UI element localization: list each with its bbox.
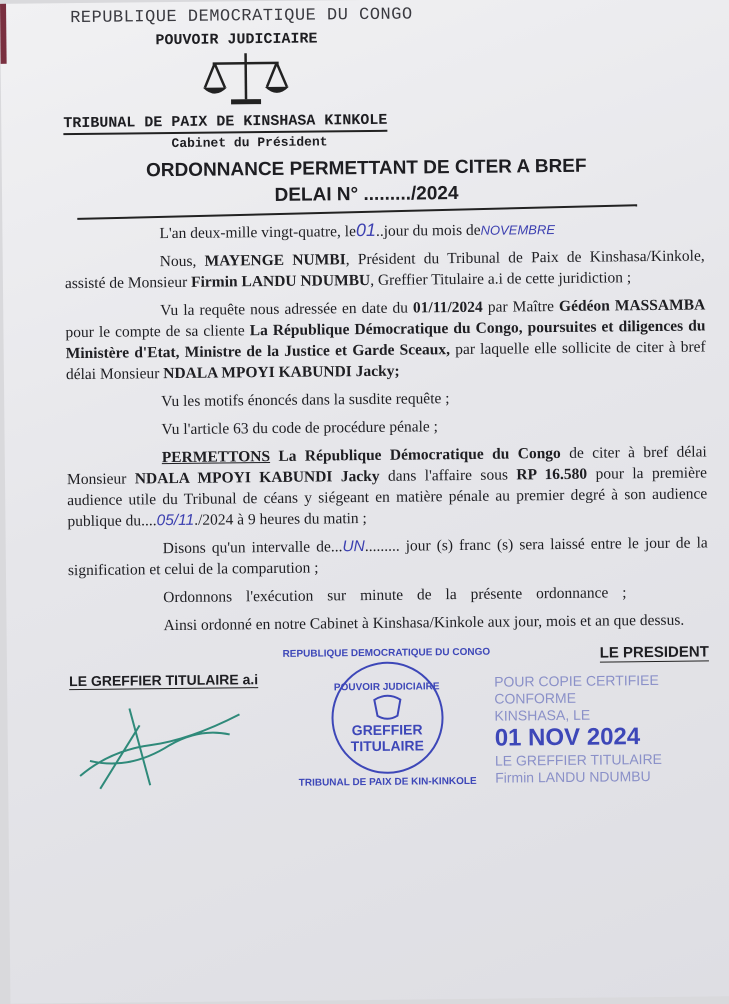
court-seal [286,646,487,790]
handwritten-interval: UN [342,538,365,555]
copy-stamp-line-4: Firmin LANDU NDUMBU [495,768,651,787]
copy-stamp-date: 01 NOV 2024 [495,723,641,753]
power-header: POUVOIR JUDICIAIRE [155,30,317,49]
seal-emblem-icon [370,694,404,722]
motives-paragraph: Vu les motifs énoncés dans la susdite requête ; [66,385,706,413]
tribunal-name: TRIBUNAL DE PAIX DE KINSHASA KINKOLE [63,112,387,135]
title-line-1: ORDONNANCE PERMETTANT DE CITER A BREF [2,152,729,186]
seal-ring-bottom: TRIBUNAL DE PAIX DE KIN-KINKOLE [299,775,477,790]
execution-paragraph: Ordonnons l'exécution sur minute de la présente ordonnance ; [68,581,708,609]
seal-center-2: TITULAIRE [351,737,424,754]
document-body [64,216,712,1003]
interval-paragraph: Disons qu'un intervalle de...UN......... jour (s) franc (s) sera laissé entre le jour de la signification et celui de la comparution ; [68,532,708,581]
handwritten-signature [69,699,250,791]
copy-stamp-line-1: POUR COPIE CERTIFIEE CONFORME [494,671,709,707]
cabinet-label: Cabinet du Président [171,134,327,151]
seal-inner-top: POUVOIR JUDICIAIRE [334,681,440,694]
seal-ring-top: REPUBLIQUE DEMOCRATIQUE DU CONGO [282,646,490,661]
handwritten-hearing-date: 05/11 [156,512,194,529]
document-title [2,152,729,212]
country-header: REPUBLIQUE DEMOCRATIQUE DU CONGO [70,5,413,28]
page-edge [0,4,7,64]
handwritten-month: NOVEMBRE [480,222,555,238]
article-paragraph: Vu l'article 63 du code de procédure pénale ; [66,413,706,441]
handwritten-day: 01 [356,220,376,240]
clerk-signature-label: LE GREFFIER TITULAIRE a.i [69,671,258,690]
scales-of-justice-icon [201,49,292,108]
president-paragraph: Nous, MAYENGE NUMBI, Président du Tribunal de Paix de Kinshasa/Kinkole, assisté de Monsieur Firmin LANDU NDUMBU, Greffier Titulaire a.i de cette juridiction ; [65,245,705,294]
president-column [494,643,710,786]
president-signature-label: LE PRESIDENT [600,643,709,662]
seal-center-1: GREFFIER [352,721,423,738]
request-paragraph: Vu la requête nous adressée en date du 01/11/2024 par Maître Gédéon MASSAMBA pour le compte de sa cliente La République Démocratique du Congo, poursuites et diligences du Ministère d'Etat, Ministre de la Justice et Garde Sceaux, par laquelle elle sollicite de citer à bref délai Monsieur NDALA MPOYI KABUNDI Jacky; [65,294,706,385]
copy-stamp-line-2: KINSHASA, LE 01 NOV 2024 [494,705,709,752]
signature-area [69,643,710,792]
date-paragraph: L'an deux-mille vingt-quatre, le01..jour du mois deNOVEMBRE [64,216,704,245]
closing-paragraph: Ainsi ordonné en notre Cabinet à Kinshasa/Kinkole aux jour, mois et an que dessus. [68,609,708,637]
clerk-column [69,648,280,791]
permit-paragraph: PERMETTONS La République Démocratique du Congo de citer à bref délai Monsieur NDALA MPOYI KABUNDI Jacky dans l'affaire sous RP 16.580 pour la première audience utile du Tribunal de céans y siégeant en matière pénale au premier degré à son audience publique du....05/11./2024 à 9 heures du matin ; [67,441,708,532]
title-line-2: DELAI N° ........./2024 [2,178,729,212]
copy-stamp-line-3: LE GREFFIER TITULAIRE [495,751,662,770]
seal-circle [330,661,443,774]
